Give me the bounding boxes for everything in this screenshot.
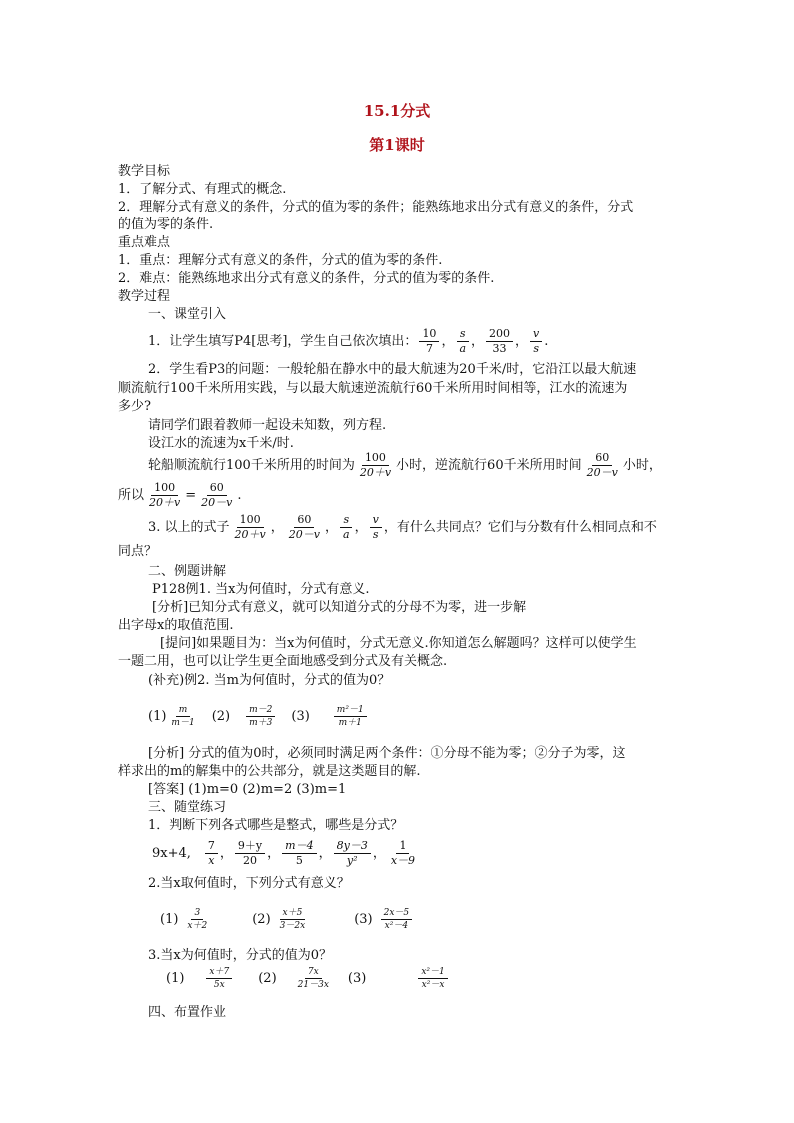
practice-1: 1．判断下列各式哪些是整式，哪些是分式？: [148, 818, 404, 833]
intro-item-1: 1．让学生填写P4[思考]，学生自己依次填出： $\frac{10}{7}$ ， $\frac{s}{a}$ ， $\frac{200}{33}$ ， $\frac{v}{s}$ .: [148, 326, 549, 355]
fraction: $\frac{\text{m²－1}}{m+1}$: [334, 705, 367, 728]
page-subtitle: 第1课时: [369, 136, 425, 154]
fraction: $\frac{2x-5}{\text{x²－4}}$: [381, 908, 413, 931]
intro-item-2: 2．学生看P3的问题：一般轮船在静水中的最大航速为20千米/时，它沿江以最大航速: [148, 362, 637, 377]
analysis-1: [分析]已知分式有意义，就可以知道分式的分母不为零，进一步解: [152, 600, 527, 615]
practice-3-items: (1) $\frac{x+7}{5x}$ (2) $\frac{7x}{21-3x}$ (3) $\frac{\text{x²－1}}{\text{x²－x}}$: [166, 964, 450, 992]
section-2-heading: 二、例题讲解: [148, 564, 227, 579]
fraction: $\frac{s}{a}$: [456, 328, 469, 355]
fraction: $\frac{100}{20+v}$: [234, 512, 266, 541]
fraction: $\frac{100}{20+v}$: [359, 450, 392, 479]
process-heading: 教学过程: [118, 289, 171, 304]
practice-3: 3.当x为何值时，分式的值为0？: [148, 948, 333, 963]
intro-let: 设江水的流速为x千米/时.: [148, 436, 294, 451]
practice-1-expressions: 9x+4, $\frac{7}{x}$ ， $\frac{9+y}{20}$ ， $\frac{m-4}{5}$ ， $\frac{8y-3}{\text{y²}}$ ， $\frac{1}{x-9}$: [152, 837, 420, 869]
example-2: (补充)例2. 当m为何值时，分式的值为0？: [148, 673, 391, 688]
fraction: $\frac{9+y}{20}$: [235, 840, 265, 867]
fraction: $\frac{\text{x²－1}}{\text{x²－x}}$: [418, 967, 447, 990]
objective-1: 1．了解分式、有理式的概念.: [118, 182, 287, 197]
page-title: 15.1分式: [363, 102, 431, 120]
example-1: P128例1. 当x为何值时，分式有意义.: [152, 582, 370, 597]
fraction: $\frac{m-4}{5}$: [282, 840, 316, 867]
key-point-2: 2．难点：能熟练地求出分式有意义的条件，分式的值为零的条件.: [118, 271, 495, 286]
fraction: $\frac{x+5}{3-2x}$: [279, 907, 306, 931]
fraction: $\frac{1}{x-9}$: [390, 838, 416, 867]
fraction: $\frac{m-2}{m+3}$: [246, 705, 275, 728]
fraction: $\frac{8y-3}{\text{y²}}$: [334, 840, 371, 867]
ship-time-line: 轮船顺流航行100千米所用的时间为 $\frac{100}{20+v}$ 小时，逆流航行60千米所用时间 $\frac{60}{20-v}$ 小时，: [148, 450, 662, 479]
fraction: $\frac{60}{20-v}$: [201, 480, 233, 509]
key-point-1: 1．重点：理解分式有意义的条件，分式的值为零的条件.: [118, 253, 443, 268]
question-1: [提问]如果题目为：当x为何值时，分式无意义.你知道怎么解题吗？这样可以使学生: [160, 636, 637, 651]
intro-item-1-text: 1．让学生填写P4[思考]，学生自己依次填出：: [148, 333, 418, 349]
section-3-heading: 三、随堂练习: [148, 800, 227, 815]
intro-ask: 请同学们跟着教师一起设未知数，列方程.: [148, 418, 387, 433]
fraction: $\frac{v}{s}$: [370, 514, 382, 541]
intro-item-2-line-2: 顺流航行100千米所用实践，与以最大航速逆流航行60千米所用时间相等，江水的流速为: [118, 381, 628, 396]
objective-2: 2．理解分式有意义的条件，分式的值为零的条件；能熟练地求出分式有意义的条件，分式: [118, 200, 634, 215]
analysis-2: [分析] 分式的值为0时，必须同时满足两个条件：①分母不能为零；②分子为零，这: [148, 746, 626, 761]
practice-2-items: (1) $\frac{3}{x+2}$ (2) $\frac{x+5}{3-2x}$ (3) $\frac{2x-5}{\text{x²－4}}$: [160, 906, 414, 932]
fraction: $\frac{3}{x+2}$: [187, 907, 208, 931]
fraction: $\frac{100}{20+v}$: [149, 480, 181, 509]
question-2: 一题二用，也可以让学生更全面地感受到分式及有关概念.: [118, 654, 448, 669]
fraction: $\frac{10}{7}$: [419, 328, 439, 355]
fraction: $\frac{7x}{21-3x}$: [297, 966, 329, 990]
objective-2-cont: 的值为零的条件.: [118, 217, 214, 232]
intro-item-3-cont: 同点？: [118, 544, 158, 559]
fraction: $\frac{v}{s}$: [530, 328, 542, 355]
fraction: $\frac{x+7}{5x}$: [206, 967, 232, 990]
fraction: $\frac{m}{m-1}$: [171, 704, 195, 728]
intro-item-2-line-3: 多少?: [118, 399, 151, 414]
fraction: $\frac{7}{x}$: [205, 840, 218, 867]
analysis-1-cont: 出字母x的取值范围.: [118, 618, 234, 633]
key-heading: 重点难点: [118, 235, 171, 250]
section-4-heading: 四、布置作业: [148, 1005, 227, 1020]
practice-2: 2.当x取何值时，下列分式有意义？: [148, 876, 350, 891]
analysis-2-cont: 样求出的m的解集中的公共部分，就是这类题目的解.: [118, 764, 421, 779]
intro-item-3: 3. 以上的式子 $\frac{100}{20+v}$ ， $\frac{60}{20-v}$ ， $\frac{s}{a}$ ， $\frac{v}{s}$ ，有什么共同点？它们与分数有什么相同点和不: [148, 512, 657, 541]
fraction: $\frac{60}{20-v}$: [288, 512, 320, 541]
example-2-items: (1) $\frac{m}{m-1}$ (2) $\frac{m-2}{m+3}$ (3) $\frac{\text{m²－1}}{m+1}$: [148, 702, 369, 730]
objectives-heading: 教学目标: [118, 164, 171, 179]
fraction: $\frac{200}{33}$: [486, 328, 513, 355]
answer: [答案] (1)m=0 (2)m=2 (3)m=1: [148, 782, 347, 797]
equation-line: 所以 $\frac{100}{20+v}$ = $\frac{60}{20-v}$ .: [118, 480, 242, 509]
section-1-heading: 一、课堂引入: [148, 307, 227, 322]
fraction: $\frac{s}{a}$: [340, 514, 353, 541]
fraction: $\frac{60}{20-v}$: [586, 450, 618, 479]
